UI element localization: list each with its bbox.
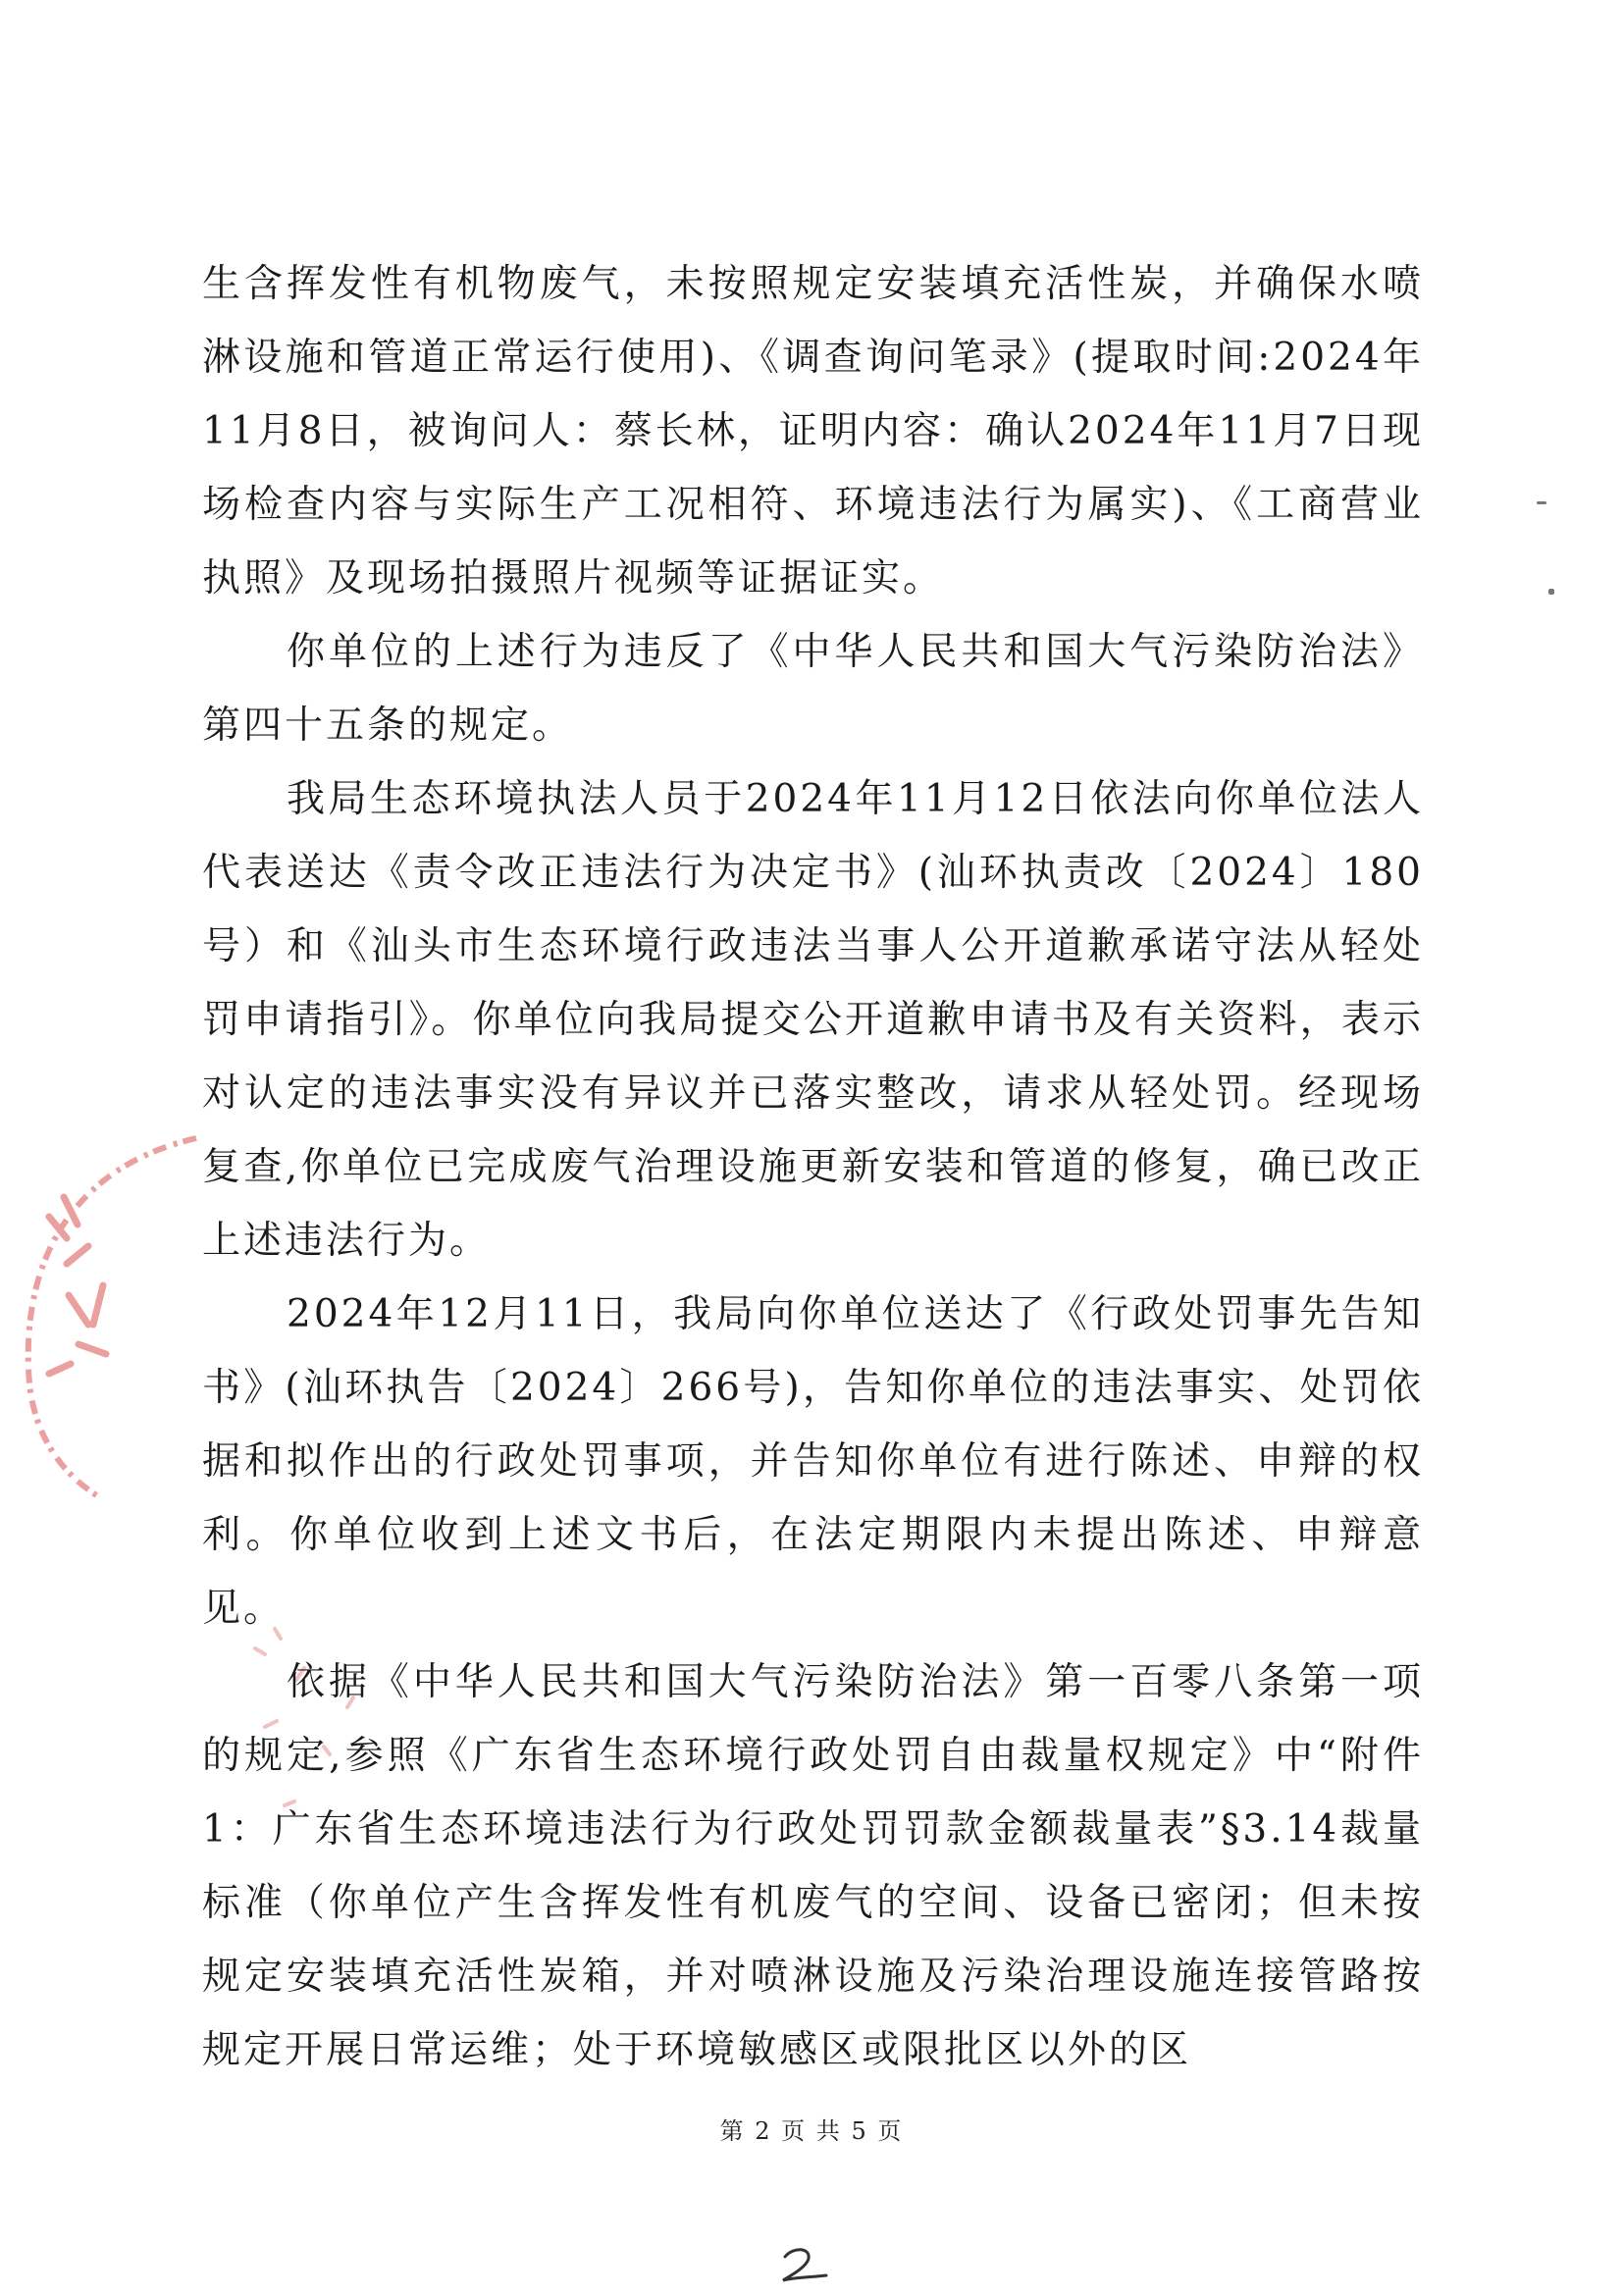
document-body [202,247,1424,2087]
paragraph-violation: 你单位的上述行为违反了《中华人民共和国大气污染防治法》第四十五条的规定。 [202,630,1424,748]
handwritten-page-number [775,2245,834,2284]
scan-speck [1548,589,1554,595]
official-seal-fragment [10,1128,206,1501]
paragraph-notice: 2024年12月11日，我局向你单位送达了《行政处罚事先告知书》(汕环执告〔2024〕266号)，告知你单位的违法事实、处罚依据和拟作出的行政处罚事项，并告知你单位有进行陈述、申辩的权利。你单位收到上述文书后，在法定期限内未提出陈述、申辩意见。 [202,1292,1424,1631]
paragraph-basis: 依据《中华人民共和国大气污染防治法》第一百零八条第一项的规定,参照《广东省生态环境行政处罚自由裁量权规定》中“附件1：广东省生态环境违法行为行政处罚罚款金额裁量表”§3.14裁量标准（你单位产生含挥发性有机废气的空间、设备已密闭；但未按规定安装填充活性炭箱，并对喷淋设施及污染治理设施连接管路按规定开展日常运维；处于环境敏感区或限批区以外的区 [202,1660,1424,2072]
page-footer: 第 2 页 共 5 页 [719,2117,904,2145]
paragraph-rectification: 我局生态环境执法人员于2024年11月12日依法向你单位法人代表送达《责令改正违法行为决定书》(汕环执责改〔2024〕180号）和《汕头市生态环境行政违法当事人公开道歉承诺守法从轻处罚申请指引》。你单位向我局提交公开道歉申请书及有关资料，表示对认定的违法事实没有异议并已落实整改，请求从轻处罚。经现场复查,你单位已完成废气治理设施更新安装和管道的修复，确已改正上述违法行为。 [202,777,1424,1263]
scan-speck [1537,501,1546,504]
paragraph-evidence: 生含挥发性有机物废气，未按照规定安装填充活性炭，并确保水喷淋设施和管道正常运行使用)、《调查询问笔录》(提取时间:2024年11月8日，被询问人：蔡长林，证明内容：确认2024年11月7日现场检查内容与实际生产工况相符、环境违法行为属实)、《工商营业执照》及现场拍摄照片视频等证据证实。 [202,262,1424,600]
